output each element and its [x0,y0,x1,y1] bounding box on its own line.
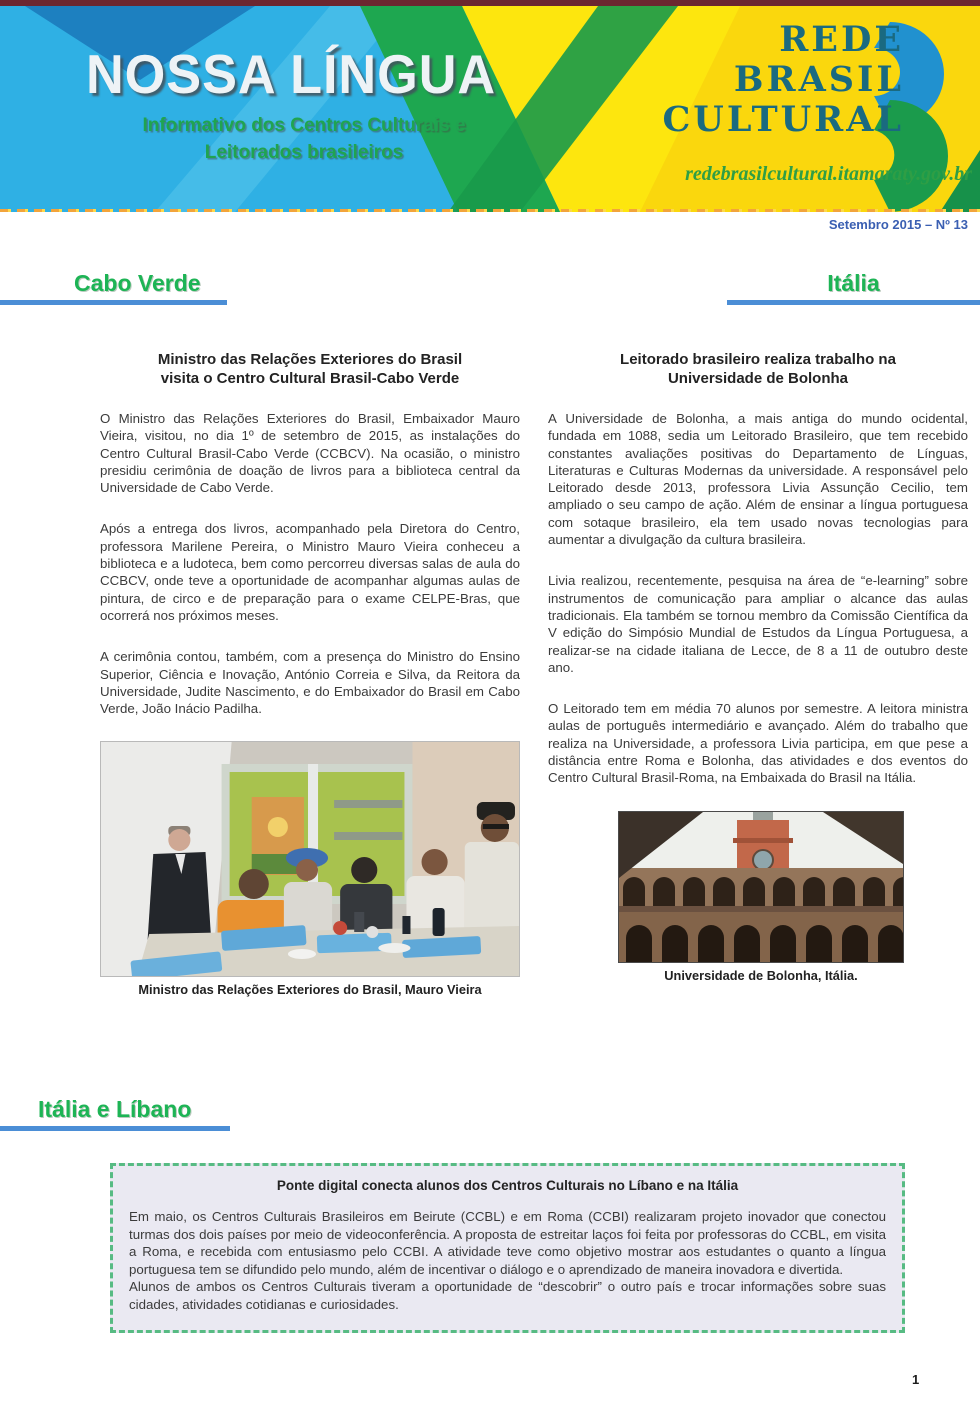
article-title-cabo-verde [100,350,520,388]
article-paragraph: O Leitorado tem em média 70 alunos por semestre. A leitora ministra aulas de português intermediário e avançado. Além do trabalho que realiza na Universidade, a professora Livia participa, em que pese a distância entre Roma e Bolonha, das atividades e dos eventos do Centro Cultural Brasil-Roma, na Embaixada do Brasil na Itália. [548,701,968,786]
newsletter-banner [0,0,980,212]
newsletter-subtitle-line2: Leitorados brasileiros [204,142,404,163]
brand-line-cultural: CULTURAL [662,99,904,140]
newsletter-subtitle-line1: Informativo dos Centros Culturais e [142,115,466,136]
article-bolonha [548,350,968,983]
rede-brasil-cultural-wordmark [662,20,904,140]
ponte-digital-box [110,1163,905,1333]
article-title-bolonha [548,350,968,388]
photo-caption-bolonha: Universidade de Bolonha, Itália. [664,967,858,983]
article-paragraph: A cerimônia contou, também, com a presença do Ministro do Ensino Superior, Ciência e Inovação, António Correia e Silva, da Reitora da Universidade, Judite Nascimento, e do Embaixador do Brasil em Cabo Verde, João Inácio Padilha. [100,649,520,717]
article-title-line2: Universidade de Bolonha [667,370,849,387]
article-title-line2: visita o Centro Cultural Brasil-Cabo Verde [160,370,460,387]
newsletter-subtitle [118,112,490,166]
article-paragraph: A Universidade de Bolonha, a mais antiga do mundo ocidental, fundada em 1088, sedia um Leitorado Brasileiro, que tem recebido constantes avaliações positivas do Departamento de Línguas, Literaturas e Culturas Modernas da universidade. A responsável pelo Leitorado desde 2013, professora Livia Assunção Cecilio, tem ampliado o seu campo de ação. Além de ensinar a língua portuguesa com sotaque brasileiro, ela tem usado novas tecnologias para aumentar a divulgação da cultura brasileira. [548,411,968,548]
article-title-line1: Leitorado brasileiro realiza trabalho na [620,351,896,368]
page-number: 1 [912,1372,920,1387]
article-title-line1: Ministro das Relações Exteriores do Brasil [157,351,463,368]
brand-line-rede: REDE [779,19,904,60]
box-paragraph: Em maio, os Centros Culturais Brasileiros em Beirute (CCBL) e em Roma (CCBI) realizaram projeto inovador que conectou turmas dos dois países por meio de videoconferência. A proposta de estreitar laços foi feita por professoras do CCBL, em visita a Roma, e recebida com entusiasmo pelo CCBI. A atividade teve como objetivo mostrar aos estudantes o quanto a língua portuguesa tem se difundido pelo mundo, além de incentivar o diálogo e o aprendizado de maneira inovadora e divertida. [129,1209,886,1277]
bologna-photo-block [618,811,904,983]
banner-bottom-dashed-rule [0,209,980,212]
article-paragraph: O Ministro das Relações Exteriores do Brasil, Embaixador Mauro Vieira, visitou, no dia 1º de setembro de 2015, as instalações do Centro Cultural Brasil-Cabo Verde (CCBCV). Na ocasião, o ministro presidiu cerimônia de doação de livros para a biblioteca central da Universidade de Cabo Verde. [100,411,520,496]
article-cabo-verde [100,350,520,997]
brand-line-brasil: BRASIL [733,59,904,100]
section-header-italia-libano: Itália e Líbano [0,1096,230,1131]
section-header-italia: Itália [727,270,980,305]
photo-caption-cabo-verde: Ministro das Relações Exteriores do Brasil, Mauro Vieira [138,982,482,998]
brand-url-link[interactable]: redebrasilcultural.itamaraty.gov.br [685,163,972,185]
bologna-courtyard-photo [618,811,904,963]
classroom-visit-photo [100,741,520,977]
box-title: Ponte digital conecta alunos dos Centros Culturais no Líbano e na Itália [276,1178,739,1193]
box-paragraph: Alunos de ambos os Centros Culturais tiveram a oportunidade de “descobrir” o outro país e trocar informações sobre suas cidades, atividades cotidianas e curiosidades. [129,1279,886,1312]
article-paragraph: Após a entrega dos livros, acompanhado pela Diretora do Centro, professora Marilene Pereira, o Ministro Mauro Vieira conheceu a biblioteca e a ludoteca, bem como percorreu diversas salas de aula do CCBCV, onde teve a oportunidade de acompanhar algumas aulas de pintura, de circo e de preparação para o exame CELPE-Bras, que ocorrerá nos próximos meses. [100,521,520,623]
newsletter-title: NOSSA LÍNGUA [86,43,497,105]
article-paragraph: Livia realizou, recentemente, pesquisa na área de “e-learning” sobre instrumentos de comunicação para ampliar o alcance das aulas tradicionais. Ela também se tornou membro da Comissão Científica da V edição do Simpósio Mundial de Estudos da Língua Portuguesa, a realizar-se na cidade italiana de Lecce, de 8 a 11 de outubro deste ano. [548,573,968,675]
section-header-cabo-verde: Cabo Verde [0,270,227,305]
issue-date: Setembro 2015 – Nº 13 [828,217,968,232]
